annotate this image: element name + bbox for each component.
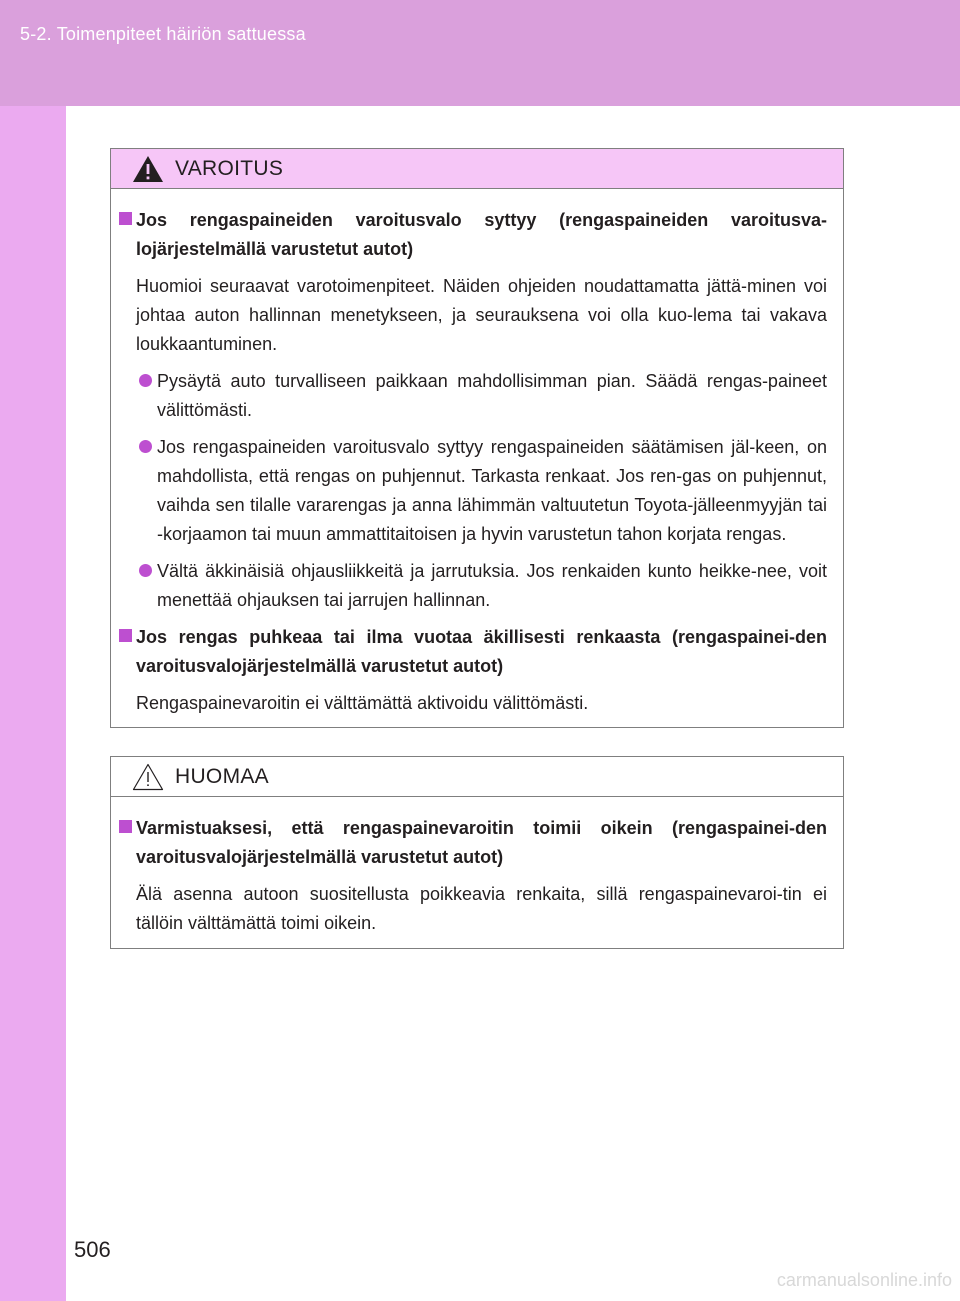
notice-item-1 (119, 814, 827, 872)
side-band (0, 106, 66, 1301)
square-bullet-icon (119, 629, 132, 642)
bullet-text: Jos rengaspaineiden varoitusvalo syttyy rengaspaineiden säätämisen jäl-keen, on mahdollista, että rengas on puhjennut. Tarkasta renkaat. Jos ren-gas on puhjennut, vaihda sen tilalle vararengas ja anna lähimmän valtuutetun Toyota-jälleenmyyjän tai -korjaamon tai muun ammattitaitoisen ja hyvin varustetun tahon korjata rengas. (157, 437, 827, 544)
notice-box-body (111, 797, 843, 938)
bullet-text: Vältä äkkinäisiä ohjausliikkeitä ja jarrutuksia. Jos renkaiden kunto heikke-nee, voit menettää ohjauksen tai jarrujen hallinnan. (157, 561, 827, 610)
round-bullet-icon (139, 564, 152, 577)
item-text: Rengaspainevaroitin ei välttämättä aktivoidu välittömästi. (136, 693, 589, 713)
square-bullet-icon (119, 820, 132, 833)
warning-item-1 (119, 206, 827, 264)
item-text: Älä asenna autoon suositellusta poikkeavia renkaita, sillä rengaspainevaroi-tin ei tällöin välttämättä toimi oikein. (136, 884, 827, 933)
warning-box-header (111, 149, 843, 189)
bullet-item (119, 433, 827, 549)
page-number: 506 (74, 1237, 111, 1262)
warning-title: VAROITUS (175, 156, 284, 180)
warning-box-body (111, 189, 843, 718)
notice-box (110, 756, 844, 949)
round-bullet-icon (139, 440, 152, 453)
notice-box-header (111, 757, 843, 797)
bullet-item (119, 557, 827, 615)
notice-title: HUOMAA (175, 764, 269, 788)
watermark: carmanualsonline.info (776, 1270, 952, 1290)
round-bullet-icon (139, 374, 152, 387)
warning-triangle-outline-icon (131, 762, 165, 792)
item-text: Huomioi seuraavat varotoimenpiteet. Näiden ohjeiden noudattamatta jättä-minen voi johtaa auton hallinnan menetykseen, ja seurauksena voi olla kuo-lema tai vakava loukkaantuminen. (136, 276, 827, 354)
section-title: 5-2. Toimenpiteet häiriön sattuessa (20, 24, 306, 44)
item-heading: Jos rengas puhkeaa tai ilma vuotaa äkillisesti renkaasta (rengaspainei-den varoitusvalojärjestelmällä varustetut autot) (136, 627, 827, 676)
bullet-text: Pysäytä auto turvalliseen paikkaan mahdollisimman pian. Säädä rengas-paineet välittömästi. (157, 371, 827, 420)
warning-item-2 (119, 623, 827, 681)
header-band (0, 0, 960, 106)
warning-box (110, 148, 844, 728)
item-heading: Varmistuaksesi, että rengaspainevaroitin toimii oikein (rengaspainei-den varoitusvalojärjestelmällä varustetut autot) (136, 818, 827, 867)
warning-triangle-filled-icon (131, 154, 165, 184)
item-heading: Jos rengaspaineiden varoitusvalo syttyy (rengaspaineiden varoitusva-lojärjestelmällä varustetut autot) (136, 210, 827, 259)
square-bullet-icon (119, 212, 132, 225)
bullet-item (119, 367, 827, 425)
